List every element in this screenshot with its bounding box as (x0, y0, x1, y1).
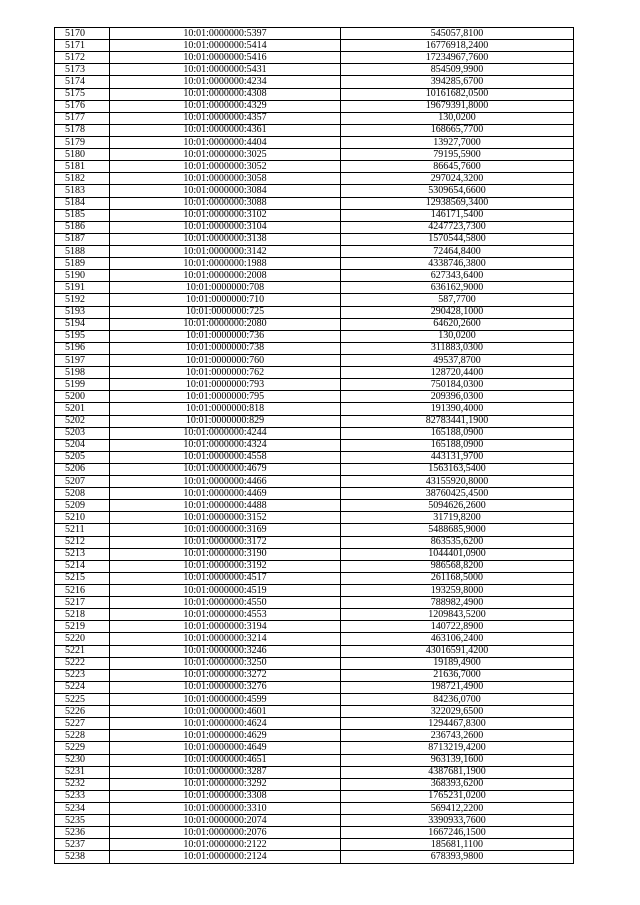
row-number-cell: 5234 (55, 803, 110, 815)
data-table (54, 27, 574, 864)
value-cell: 322029,6500 (341, 706, 574, 718)
row-number-cell: 5233 (55, 790, 110, 802)
cadastral-number-cell: 10:01:0000000:4324 (110, 439, 341, 451)
table-row (55, 657, 574, 669)
table-row (55, 379, 574, 391)
table-row (55, 790, 574, 802)
value-cell: 678393,9800 (341, 851, 574, 863)
table-row (55, 28, 574, 40)
value-cell: 627343,6400 (341, 270, 574, 282)
row-number-cell: 5232 (55, 778, 110, 790)
row-number-cell: 5187 (55, 233, 110, 245)
table-row (55, 161, 574, 173)
table-row (55, 197, 574, 209)
document-page (54, 27, 574, 864)
row-number-cell: 5197 (55, 354, 110, 366)
cadastral-number-cell: 10:01:0000000:3152 (110, 512, 341, 524)
table-row (55, 149, 574, 161)
value-cell: 1209843,5200 (341, 609, 574, 621)
row-number-cell: 5235 (55, 815, 110, 827)
table-row (55, 64, 574, 76)
value-cell: 17234967,7600 (341, 52, 574, 64)
cadastral-number-cell: 10:01:0000000:818 (110, 403, 341, 415)
cadastral-number-cell: 10:01:0000000:4550 (110, 597, 341, 609)
row-number-cell: 5207 (55, 476, 110, 488)
value-cell: 72464,8400 (341, 245, 574, 257)
cadastral-number-cell: 10:01:0000000:4519 (110, 585, 341, 597)
table-row (55, 476, 574, 488)
value-cell: 209396,0300 (341, 391, 574, 403)
table-row (55, 88, 574, 100)
cadastral-number-cell: 10:01:0000000:738 (110, 342, 341, 354)
cadastral-number-cell: 10:01:0000000:3292 (110, 778, 341, 790)
table-row (55, 827, 574, 839)
cadastral-number-cell: 10:01:0000000:4601 (110, 706, 341, 718)
value-cell: 31719,8200 (341, 512, 574, 524)
cadastral-number-cell: 10:01:0000000:4357 (110, 112, 341, 124)
cadastral-number-cell: 10:01:0000000:4234 (110, 76, 341, 88)
row-number-cell: 5222 (55, 657, 110, 669)
table-row (55, 730, 574, 742)
value-cell: 1563163,5400 (341, 463, 574, 475)
row-number-cell: 5238 (55, 851, 110, 863)
table-row (55, 621, 574, 633)
table-row (55, 669, 574, 681)
value-cell: 38760425,4500 (341, 488, 574, 500)
row-number-cell: 5230 (55, 754, 110, 766)
value-cell: 297024,3200 (341, 173, 574, 185)
cadastral-number-cell: 10:01:0000000:3250 (110, 657, 341, 669)
value-cell: 394285,6700 (341, 76, 574, 88)
cadastral-number-cell: 10:01:0000000:3308 (110, 790, 341, 802)
value-cell: 3390933,7600 (341, 815, 574, 827)
value-cell: 854509,9900 (341, 64, 574, 76)
table-row (55, 367, 574, 379)
value-cell: 463106,2400 (341, 633, 574, 645)
row-number-cell: 5220 (55, 633, 110, 645)
value-cell: 64620,2600 (341, 318, 574, 330)
value-cell: 4387681,1900 (341, 766, 574, 778)
cadastral-number-cell: 10:01:0000000:3172 (110, 536, 341, 548)
table-row (55, 403, 574, 415)
value-cell: 4338746,3800 (341, 258, 574, 270)
table-row (55, 221, 574, 233)
row-number-cell: 5236 (55, 827, 110, 839)
table-row (55, 391, 574, 403)
cadastral-number-cell: 10:01:0000000:4679 (110, 463, 341, 475)
cadastral-number-cell: 10:01:0000000:4651 (110, 754, 341, 766)
value-cell: 290428,1000 (341, 306, 574, 318)
table-row (55, 294, 574, 306)
value-cell: 146171,5400 (341, 209, 574, 221)
cadastral-number-cell: 10:01:0000000:2008 (110, 270, 341, 282)
row-number-cell: 5219 (55, 621, 110, 633)
cadastral-number-cell: 10:01:0000000:4624 (110, 718, 341, 730)
table-row (55, 633, 574, 645)
row-number-cell: 5206 (55, 463, 110, 475)
value-cell: 191390,4000 (341, 403, 574, 415)
table-row (55, 585, 574, 597)
value-cell: 1294467,8300 (341, 718, 574, 730)
value-cell: 128720,4400 (341, 367, 574, 379)
row-number-cell: 5172 (55, 52, 110, 64)
table-row (55, 258, 574, 270)
cadastral-number-cell: 10:01:0000000:3025 (110, 149, 341, 161)
row-number-cell: 5200 (55, 391, 110, 403)
cadastral-number-cell: 10:01:0000000:3310 (110, 803, 341, 815)
cadastral-number-cell: 10:01:0000000:3104 (110, 221, 341, 233)
value-cell: 168665,7700 (341, 124, 574, 136)
row-number-cell: 5227 (55, 718, 110, 730)
row-number-cell: 5175 (55, 88, 110, 100)
value-cell: 1044401,0900 (341, 548, 574, 560)
row-number-cell: 5171 (55, 40, 110, 52)
row-number-cell: 5225 (55, 694, 110, 706)
cadastral-number-cell: 10:01:0000000:4466 (110, 476, 341, 488)
value-cell: 636162,9000 (341, 282, 574, 294)
table-row (55, 488, 574, 500)
table-row (55, 342, 574, 354)
value-cell: 140722,8900 (341, 621, 574, 633)
cadastral-number-cell: 10:01:0000000:3169 (110, 524, 341, 536)
table-row (55, 136, 574, 148)
cadastral-number-cell: 10:01:0000000:3084 (110, 185, 341, 197)
value-cell: 84236,0700 (341, 694, 574, 706)
value-cell: 21636,7000 (341, 669, 574, 681)
row-number-cell: 5181 (55, 161, 110, 173)
cadastral-number-cell: 10:01:0000000:2080 (110, 318, 341, 330)
row-number-cell: 5213 (55, 548, 110, 560)
value-cell: 1667246,1500 (341, 827, 574, 839)
row-number-cell: 5178 (55, 124, 110, 136)
table-row (55, 706, 574, 718)
cadastral-number-cell: 10:01:0000000:4244 (110, 427, 341, 439)
cadastral-number-cell: 10:01:0000000:3287 (110, 766, 341, 778)
table-row (55, 415, 574, 427)
row-number-cell: 5176 (55, 100, 110, 112)
value-cell: 193259,8000 (341, 585, 574, 597)
value-cell: 863535,6200 (341, 536, 574, 548)
row-number-cell: 5201 (55, 403, 110, 415)
table-row (55, 572, 574, 584)
table-row (55, 548, 574, 560)
row-number-cell: 5211 (55, 524, 110, 536)
row-number-cell: 5212 (55, 536, 110, 548)
value-cell: 750184,0300 (341, 379, 574, 391)
cadastral-number-cell: 10:01:0000000:736 (110, 330, 341, 342)
row-number-cell: 5180 (55, 149, 110, 161)
value-cell: 16776918,2400 (341, 40, 574, 52)
value-cell: 198721,4900 (341, 681, 574, 693)
row-number-cell: 5184 (55, 197, 110, 209)
table-row (55, 463, 574, 475)
table-row (55, 451, 574, 463)
cadastral-number-cell: 10:01:0000000:4517 (110, 572, 341, 584)
cadastral-number-cell: 10:01:0000000:3272 (110, 669, 341, 681)
value-cell: 12938569,3400 (341, 197, 574, 209)
value-cell: 4247723,7300 (341, 221, 574, 233)
value-cell: 19679391,8000 (341, 100, 574, 112)
row-number-cell: 5188 (55, 245, 110, 257)
value-cell: 165188,0900 (341, 439, 574, 451)
cadastral-number-cell: 10:01:0000000:2124 (110, 851, 341, 863)
row-number-cell: 5186 (55, 221, 110, 233)
cadastral-number-cell: 10:01:0000000:2074 (110, 815, 341, 827)
table-row (55, 233, 574, 245)
value-cell: 1570544,5800 (341, 233, 574, 245)
row-number-cell: 5194 (55, 318, 110, 330)
value-cell: 8713219,4200 (341, 742, 574, 754)
row-number-cell: 5205 (55, 451, 110, 463)
table-row (55, 609, 574, 621)
cadastral-number-cell: 10:01:0000000:795 (110, 391, 341, 403)
row-number-cell: 5217 (55, 597, 110, 609)
table-row (55, 742, 574, 754)
cadastral-number-cell: 10:01:0000000:3058 (110, 173, 341, 185)
table-row (55, 524, 574, 536)
value-cell: 368393,6200 (341, 778, 574, 790)
table-row (55, 318, 574, 330)
cadastral-number-cell: 10:01:0000000:3088 (110, 197, 341, 209)
table-row (55, 597, 574, 609)
cadastral-number-cell: 10:01:0000000:5397 (110, 28, 341, 40)
value-cell: 82783441,1900 (341, 415, 574, 427)
row-number-cell: 5228 (55, 730, 110, 742)
cadastral-number-cell: 10:01:0000000:829 (110, 415, 341, 427)
value-cell: 545057,8100 (341, 28, 574, 40)
row-number-cell: 5174 (55, 76, 110, 88)
cadastral-number-cell: 10:01:0000000:4469 (110, 488, 341, 500)
table-row (55, 306, 574, 318)
value-cell: 19189,4900 (341, 657, 574, 669)
value-cell: 43155920,8000 (341, 476, 574, 488)
cadastral-number-cell: 10:01:0000000:5431 (110, 64, 341, 76)
table-row (55, 512, 574, 524)
table-row (55, 76, 574, 88)
row-number-cell: 5203 (55, 427, 110, 439)
table-row (55, 40, 574, 52)
cadastral-number-cell: 10:01:0000000:4553 (110, 609, 341, 621)
table-row (55, 560, 574, 572)
cadastral-number-cell: 10:01:0000000:3194 (110, 621, 341, 633)
row-number-cell: 5177 (55, 112, 110, 124)
table-row (55, 52, 574, 64)
value-cell: 5094626,2600 (341, 500, 574, 512)
cadastral-number-cell: 10:01:0000000:3192 (110, 560, 341, 572)
row-number-cell: 5216 (55, 585, 110, 597)
value-cell: 569412,2200 (341, 803, 574, 815)
cadastral-number-cell: 10:01:0000000:4361 (110, 124, 341, 136)
table-row (55, 185, 574, 197)
cadastral-number-cell: 10:01:0000000:3138 (110, 233, 341, 245)
row-number-cell: 5202 (55, 415, 110, 427)
value-cell: 963139,1600 (341, 754, 574, 766)
row-number-cell: 5182 (55, 173, 110, 185)
cadastral-number-cell: 10:01:0000000:710 (110, 294, 341, 306)
value-cell: 311883,0300 (341, 342, 574, 354)
table-row (55, 209, 574, 221)
row-number-cell: 5183 (55, 185, 110, 197)
row-number-cell: 5223 (55, 669, 110, 681)
value-cell: 443131,9700 (341, 451, 574, 463)
cadastral-number-cell: 10:01:0000000:4329 (110, 100, 341, 112)
value-cell: 43016591,4200 (341, 645, 574, 657)
table-row (55, 427, 574, 439)
table-row (55, 694, 574, 706)
row-number-cell: 5189 (55, 258, 110, 270)
table-row (55, 245, 574, 257)
row-number-cell: 5170 (55, 28, 110, 40)
cadastral-number-cell: 10:01:0000000:4629 (110, 730, 341, 742)
cadastral-number-cell: 10:01:0000000:4558 (110, 451, 341, 463)
row-number-cell: 5173 (55, 64, 110, 76)
row-number-cell: 5218 (55, 609, 110, 621)
cadastral-number-cell: 10:01:0000000:793 (110, 379, 341, 391)
cadastral-number-cell: 10:01:0000000:2076 (110, 827, 341, 839)
table-row (55, 282, 574, 294)
value-cell: 130,0200 (341, 112, 574, 124)
table-row (55, 681, 574, 693)
cadastral-number-cell: 10:01:0000000:3214 (110, 633, 341, 645)
table-row (55, 270, 574, 282)
row-number-cell: 5179 (55, 136, 110, 148)
value-cell: 86645,7600 (341, 161, 574, 173)
value-cell: 13927,7000 (341, 136, 574, 148)
cadastral-number-cell: 10:01:0000000:3052 (110, 161, 341, 173)
cadastral-number-cell: 10:01:0000000:3102 (110, 209, 341, 221)
row-number-cell: 5209 (55, 500, 110, 512)
value-cell: 587,7700 (341, 294, 574, 306)
table-row (55, 124, 574, 136)
table-row (55, 815, 574, 827)
cadastral-number-cell: 10:01:0000000:762 (110, 367, 341, 379)
table-row (55, 766, 574, 778)
cadastral-number-cell: 10:01:0000000:708 (110, 282, 341, 294)
row-number-cell: 5229 (55, 742, 110, 754)
row-number-cell: 5214 (55, 560, 110, 572)
table-row (55, 803, 574, 815)
table-row (55, 839, 574, 851)
cadastral-number-cell: 10:01:0000000:4649 (110, 742, 341, 754)
table-row (55, 330, 574, 342)
row-number-cell: 5215 (55, 572, 110, 584)
table-row (55, 100, 574, 112)
cadastral-number-cell: 10:01:0000000:2122 (110, 839, 341, 851)
table-row (55, 718, 574, 730)
value-cell: 5309654,6600 (341, 185, 574, 197)
value-cell: 49537,8700 (341, 354, 574, 366)
value-cell: 261168,5000 (341, 572, 574, 584)
table-row (55, 536, 574, 548)
table-row (55, 173, 574, 185)
row-number-cell: 5221 (55, 645, 110, 657)
cadastral-number-cell: 10:01:0000000:725 (110, 306, 341, 318)
row-number-cell: 5196 (55, 342, 110, 354)
value-cell: 5488685,9000 (341, 524, 574, 536)
row-number-cell: 5191 (55, 282, 110, 294)
table-row (55, 754, 574, 766)
table-row (55, 439, 574, 451)
value-cell: 986568,8200 (341, 560, 574, 572)
value-cell: 788982,4900 (341, 597, 574, 609)
table-body (55, 28, 574, 864)
cadastral-number-cell: 10:01:0000000:4404 (110, 136, 341, 148)
row-number-cell: 5190 (55, 270, 110, 282)
cadastral-number-cell: 10:01:0000000:5416 (110, 52, 341, 64)
cadastral-number-cell: 10:01:0000000:3276 (110, 681, 341, 693)
row-number-cell: 5192 (55, 294, 110, 306)
row-number-cell: 5224 (55, 681, 110, 693)
value-cell: 236743,2600 (341, 730, 574, 742)
row-number-cell: 5226 (55, 706, 110, 718)
table-row (55, 500, 574, 512)
value-cell: 165188,0900 (341, 427, 574, 439)
row-number-cell: 5231 (55, 766, 110, 778)
cadastral-number-cell: 10:01:0000000:1988 (110, 258, 341, 270)
cadastral-number-cell: 10:01:0000000:760 (110, 354, 341, 366)
row-number-cell: 5208 (55, 488, 110, 500)
value-cell: 79195,5900 (341, 149, 574, 161)
row-number-cell: 5185 (55, 209, 110, 221)
table-row (55, 112, 574, 124)
row-number-cell: 5199 (55, 379, 110, 391)
cadastral-number-cell: 10:01:0000000:3142 (110, 245, 341, 257)
cadastral-number-cell: 10:01:0000000:4308 (110, 88, 341, 100)
cadastral-number-cell: 10:01:0000000:3246 (110, 645, 341, 657)
value-cell: 130,0200 (341, 330, 574, 342)
row-number-cell: 5204 (55, 439, 110, 451)
cadastral-number-cell: 10:01:0000000:5414 (110, 40, 341, 52)
value-cell: 1765231,0200 (341, 790, 574, 802)
cadastral-number-cell: 10:01:0000000:4488 (110, 500, 341, 512)
row-number-cell: 5195 (55, 330, 110, 342)
table-row (55, 354, 574, 366)
value-cell: 10161682,0500 (341, 88, 574, 100)
table-row (55, 778, 574, 790)
row-number-cell: 5237 (55, 839, 110, 851)
cadastral-number-cell: 10:01:0000000:3190 (110, 548, 341, 560)
row-number-cell: 5198 (55, 367, 110, 379)
value-cell: 185681,1100 (341, 839, 574, 851)
row-number-cell: 5193 (55, 306, 110, 318)
table-row (55, 851, 574, 863)
cadastral-number-cell: 10:01:0000000:4599 (110, 694, 341, 706)
table-row (55, 645, 574, 657)
row-number-cell: 5210 (55, 512, 110, 524)
